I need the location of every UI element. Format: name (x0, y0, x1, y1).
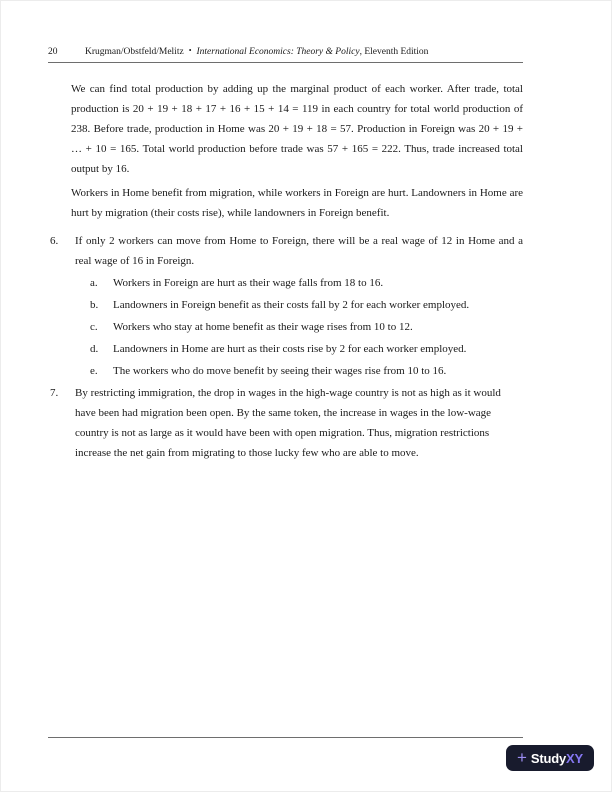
sub-item-letter: d. (90, 343, 99, 355)
sub-item-letter: e. (90, 365, 98, 377)
sub-item-text: Workers who stay at home benefit as their wage rises from 10 to 12. (113, 321, 413, 333)
brand-text-accent: XY (566, 750, 583, 766)
page-number: 20 (48, 47, 58, 57)
sub-item-b (50, 295, 523, 315)
list-item-text: By restricting immigration, the drop in wages in the high-wage country is not as high as it would have been had migration been open. By the same token, the increase in wages in the low-wage country is not as large as it would have been with open migration. Thus, migration restrictions increase the net gain from migrating to those lucky few who are able to move. (75, 387, 501, 459)
header-edition: , Eleventh Edition (359, 47, 429, 57)
sub-item-letter: a. (90, 277, 98, 289)
list-item-text: If only 2 workers can move from Home to Foreign, there will be a real wage of 12 in Home and a real wage of 16 in Foreign. (75, 235, 523, 267)
sub-item-d (50, 339, 523, 359)
header-authors: Krugman/Obstfeld/Melitz (85, 47, 184, 57)
paragraph: Workers in Home benefit from migration, while workers in Foreign are hurt. Landowners in Home are hurt by migration (their costs rise), while landowners in Foreign benefit. (71, 187, 523, 219)
plus-icon: + (516, 748, 527, 767)
sub-item-text: The workers who do move benefit by seeing their wages rise from 10 to 16. (113, 365, 447, 377)
footer-rule (48, 737, 523, 738)
sub-item-text: Landowners in Foreign benefit as their costs fall by 2 for each worker employed. (113, 299, 470, 311)
sub-item-text: Landowners in Home are hurt as their costs rise by 2 for each worker employed. (113, 343, 467, 355)
list-item-7 (50, 383, 523, 463)
page-header (48, 46, 552, 57)
bullet-separator-icon: • (188, 46, 192, 55)
header-book-title: International Economics: Theory & Policy (196, 47, 360, 57)
list-item-number: 7. (50, 387, 59, 399)
brand-text-main: Study (530, 750, 567, 766)
paragraph: We can find total production by adding up the marginal product of each worker. After trade, total production is 20 + 19 + 18 + 17 + 16 + 15 + 14 = 119 in each country for total world production of 238. Before trade, production in Home was 20 + 19 + 18 = 57. Production in Foreign was 20 + 19 + … + 10 = 165. Total world production before trade was 57 + 165 = 222. Thus, trade increased total output by 16. (71, 83, 523, 175)
sub-item-a (50, 273, 523, 293)
header-rule (48, 62, 523, 63)
studyxy-logo (506, 745, 594, 771)
page-content (50, 79, 523, 463)
sub-item-letter: c. (90, 321, 98, 333)
sub-item-e (50, 361, 523, 381)
sub-item-c (50, 317, 523, 337)
sub-item-letter: b. (90, 299, 99, 311)
list-item-number: 6. (50, 235, 59, 247)
brand-text (531, 751, 583, 766)
sub-item-text: Workers in Foreign are hurt as their wage falls from 18 to 16. (113, 277, 384, 289)
list-item-6 (50, 231, 523, 271)
